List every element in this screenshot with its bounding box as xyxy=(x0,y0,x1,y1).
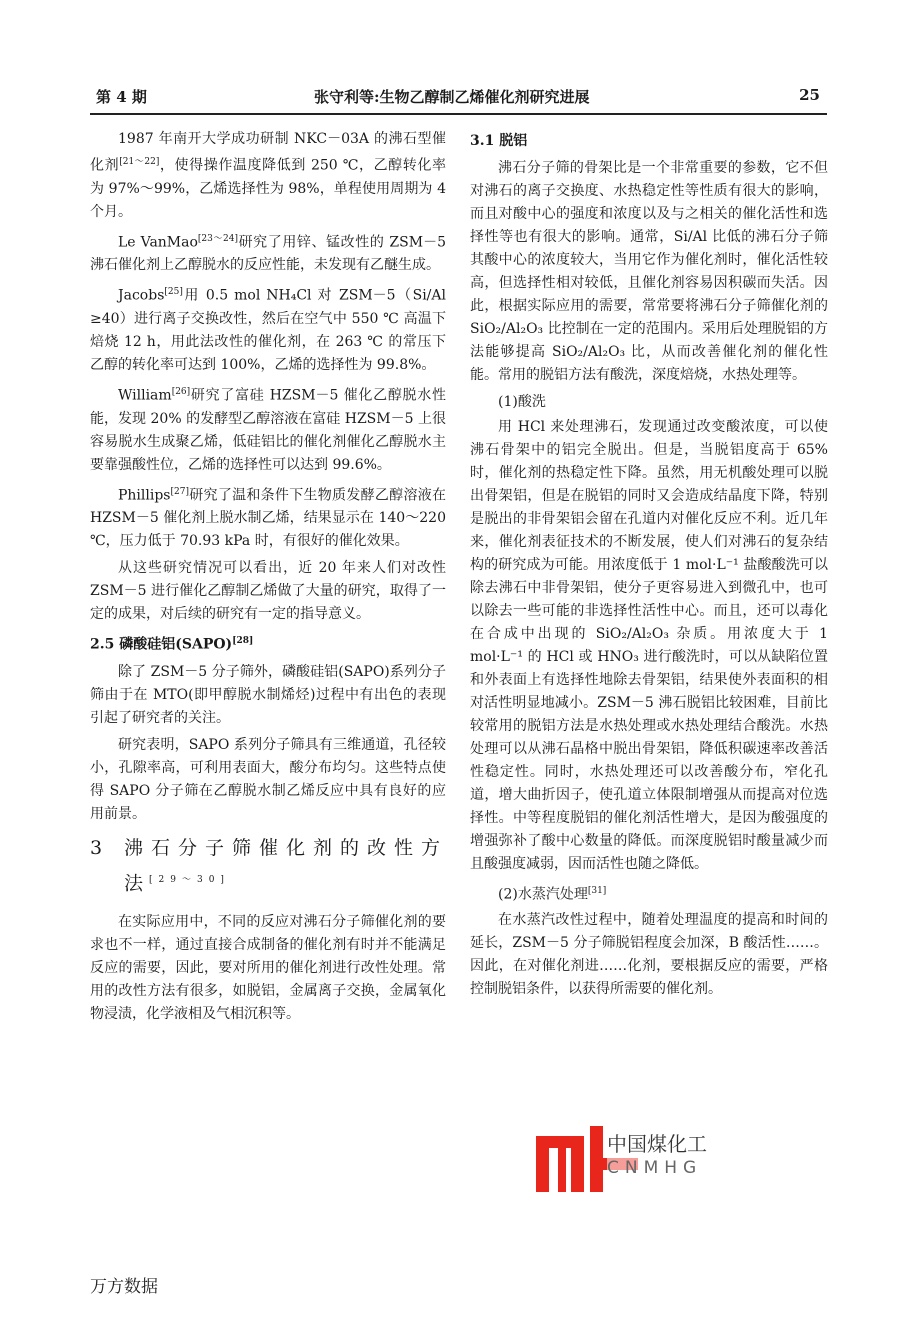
paragraph: William[26]研究了富硅 HZSM－5 催化乙醇脱水性能，发现 20% 的发酵型乙醇溶液在富硅 HZSM－5 上很容易脱水生成聚乙烯，低硅铝比的催化剂催化乙醇脱水主要靠强酸性位，乙烯的选择性可以达到 99.6%。 xyxy=(90,386,446,473)
section-number: 3 xyxy=(90,836,109,859)
section-heading-3 xyxy=(90,832,446,899)
paragraph: Le VanMao[23～24]研究了用锌、锰改性的 ZSM－5 沸石催化剂上乙醇脱水的反应性能，未发现有乙醚生成。 xyxy=(90,233,446,274)
right-column xyxy=(470,128,828,1005)
header-rule xyxy=(90,113,827,115)
citation: [25] xyxy=(164,287,183,298)
citation: [23～24] xyxy=(197,233,239,244)
subheading-steam-treatment: (2)水蒸汽处理[31] xyxy=(498,886,607,903)
paragraph: Phillips[27]研究了温和条件下生物质发酵乙醇溶液在 HZSM－5 催化剂上脱水制乙烯，结果显示在 140～220 ℃，压力低于 70.93 kPa 时，有很好的催化效果。 xyxy=(90,486,446,550)
left-column xyxy=(90,128,446,1030)
citation: [29～30] xyxy=(149,874,230,885)
running-title: 张守利等:生物乙醇制乙烯催化剂研究进展 xyxy=(314,88,590,106)
citation: [28] xyxy=(232,636,254,647)
citation: [21～22] xyxy=(119,157,160,167)
section-title: 沸石分子筛催化剂的改性方法 xyxy=(124,836,446,895)
section-heading-3-1: 3.1 脱铝 xyxy=(470,133,528,149)
section-heading-2-5: 2.5 磷酸硅铝(SAPO)[28] xyxy=(90,636,254,653)
paragraph: 在水蒸汽改性过程中，随着处理温度的提高和时间的延长，ZSM－5 分子筛脱铝程度会加深，B 酸活性……。因此，在对催化剂进……化剂，要根据反应的需要，严格控制脱铝条件，以获得所需要的催化剂。 xyxy=(470,911,828,997)
citation: [26] xyxy=(171,386,191,397)
watermark-en: CNMHG xyxy=(607,1158,703,1178)
citation: [31] xyxy=(587,886,607,896)
paragraph: 沸石分子筛的骨架比是一个非常重要的参数，它不但对沸石的离子交换度、水热稳定性等性质有很大的影响，而且对酸中心的强度和浓度以及与之相关的催化活性和选择性等也有很大的影响。通常，Si/Al 比低的沸石分子筛其酸中心的浓度较大，当用它作为催化剂时，催化活性较高，但选择性相对较低，且催化剂容易因积碳而失活。因此，根据实际应用的需要，常常要将沸石分子筛催化剂的 SiO₂/Al₂O₃ 比控制在一定的范围内。采用后处理脱铝的方法能够提高 SiO₂/Al₂O₃ 比，从而改善催化剂的催化性能。常用的脱铝方法有酸洗，深度焙烧，水热处理等。 xyxy=(470,160,828,383)
page-number: 25 xyxy=(799,86,820,104)
paragraph: 除了 ZSM－5 分子筛外，磷酸硅铝(SAPO)系列分子筛由于在 MTO(即甲醇脱水制烯烃)过程中有出色的表现引起了研究者的关注。 xyxy=(90,663,446,726)
running-header xyxy=(96,86,826,114)
paragraph: Jacobs[25]用 0.5 mol NH₄Cl 对 ZSM－5（Si/Al ≥40）进行离子交换改性，然后在空气中 550 ℃ 高温下焙烧 12 h，用此法改性的催化剂，在 263 ℃ 的常压下乙醇的转化率可达到 100%，乙烯的选择性为 99.8%。 xyxy=(90,287,446,373)
issue-number: 第 4 期 xyxy=(96,88,147,106)
footer-source: 万方数据 xyxy=(90,1277,158,1297)
paragraph: 在实际应用中，不同的反应对沸石分子筛催化剂的要求也不一样，通过直接合成制备的催化剂有时并不能满足反应的需要，因此，要对所用的催化剂进行改性处理。常用的改性方法有很多，如脱铝，金属离子交换，金属氧化物浸渍，化学液相及气相沉积等。 xyxy=(90,914,446,1023)
paragraph: 研究表明，SAPO 系列分子筛具有三维通道，孔径较小，孔隙率高，可利用表面大，酸分布均匀。这些特点使得 SAPO 分子筛在乙醇脱水制乙烯反应中具有良好的应用前景。 xyxy=(90,736,446,822)
paragraph: 从这些研究情况可以看出，近 20 年来人们对改性 ZSM－5 进行催化乙醇制乙烯做了大量的研究，取得了一定的成果，对后续的研究有一定的指导意义。 xyxy=(90,560,446,623)
paragraph: 1987 年南开大学成功研制 NKC－03A 的沸石型催化剂[21～22]，使得操作温度降低到 250 ℃，乙醇转化率为 97%～99%，乙烯选择性为 98%，单程使用周期为 4 个月。 xyxy=(90,131,446,220)
citation: [27] xyxy=(170,486,189,497)
paragraph: 用 HCl 来处理沸石，发现通过改变酸浓度，可以使沸石骨架中的铝完全脱出。但是，当脱铝度高于 65% 时，催化剂的热稳定性下降。虽然，用无机酸处理可以脱出骨架铝，但是在脱铝的同时又会造成结晶度下降，特别是脱出的非骨架铝会留在孔道内对催化反应不利。近几年来，催化剂表征技术的不断发展，使人们对沸石的复杂结构的研究成为可能。用浓度低于 1 mol·L⁻¹ 盐酸酸洗可以除去沸石中非骨架铝，使分子更容易进入到微孔中，也可以除去一些可能的非选择性活性中心。而且，还可以毒化在合成中出现的 SiO₂/Al₂O₃ 杂质。用浓度大于 1 mol·L⁻¹ 的 HCl 或 HNO₃ 进行酸洗时，可以从缺陷位置和外表面上有选择性地除去骨架铝，结果使外表面积的相对活性明显地减小。ZSM－5 沸石脱铝比较困难，目前比较常用的脱铝方法是水热处理或水热处理结合酸洗。水热处理可以从沸石晶格中脱出骨架铝，降低积碳速率改善活性稳定性。同时，水热处理还可以改善酸分布，窄化孔道，增大曲折因子，使孔道立体限制增强从而提高对位选择性。中等程度脱铝的催化剂活性增大，是因为酸强度的增强弥补了酸中心数量的降低。而深度脱铝时酸量减少而且酸强度减弱，因而活性也随之降低。 xyxy=(470,419,828,872)
watermark-cn: 中国煤化工 xyxy=(607,1128,707,1157)
subheading-acid-wash: (1)酸洗 xyxy=(498,394,546,410)
